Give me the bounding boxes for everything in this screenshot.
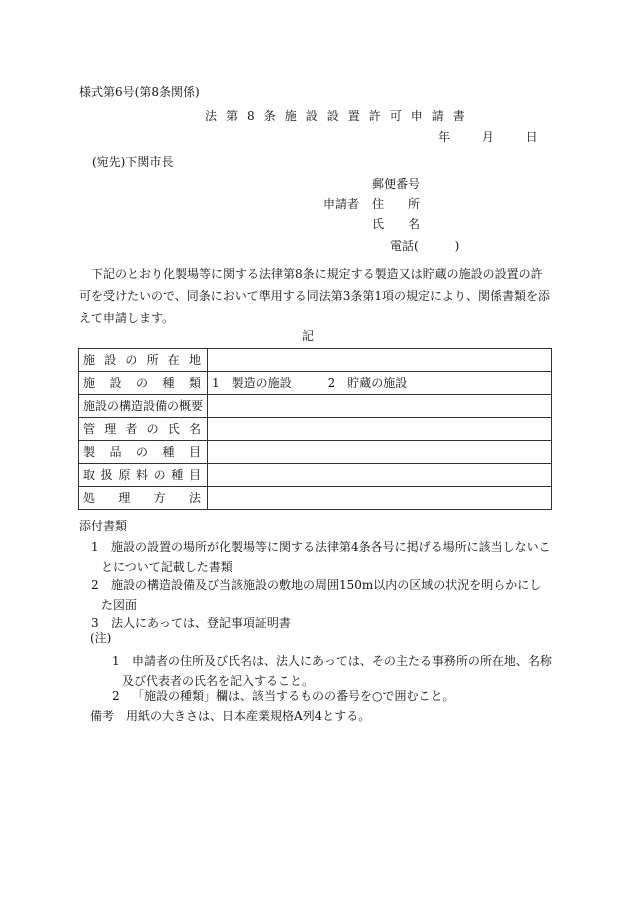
- row-value[interactable]: [208, 395, 552, 418]
- row-label-char: 氏: [167, 422, 180, 436]
- row-label: [79, 464, 208, 487]
- row-label-text: 施設の構造設備の概要: [83, 399, 204, 413]
- note-item-2: [100, 690, 454, 702]
- row-label-char: 法: [188, 491, 201, 505]
- table-row: [79, 372, 552, 395]
- row-label: [79, 395, 208, 418]
- date-month: 月: [481, 130, 494, 144]
- row-label-char: 料: [135, 468, 148, 482]
- row-label-char: 目: [188, 468, 201, 482]
- note-text: 申請者の住所及び氏名は、法人にあっては、その主たる事務所の所在地、名称及び代表者の氏名を記入すること。: [122, 654, 552, 688]
- row-label: [79, 349, 208, 372]
- application-paragraph: [79, 263, 553, 329]
- attachment-text: 法人にあっては、登記事項証明書: [111, 616, 291, 630]
- name-label: 氏 名: [372, 217, 421, 231]
- row-label-char: の: [146, 422, 159, 436]
- row-label-char: 理: [104, 422, 117, 436]
- addressee: (宛先)下関市長: [92, 155, 174, 169]
- row-label: [79, 487, 208, 510]
- note-text: 「施設の種類」欄は、該当するものの番号を○で囲むこと。: [132, 689, 455, 703]
- row-label-char: 在: [167, 353, 180, 367]
- row-label-char: 種: [162, 376, 175, 390]
- note-num: 2: [112, 689, 120, 703]
- row-label-char: 処: [83, 491, 96, 505]
- row-label-char: 方: [153, 491, 166, 505]
- table-row: [79, 349, 552, 372]
- date-line: [438, 131, 538, 143]
- row-value[interactable]: [208, 441, 552, 464]
- row-label-char: 製: [83, 445, 96, 459]
- attachment-item-3: [79, 613, 553, 633]
- row-label-char: 扱: [100, 468, 113, 482]
- row-value[interactable]: [208, 418, 552, 441]
- ki-heading: 記: [302, 329, 315, 343]
- row-label-char: 者: [125, 422, 138, 436]
- row-label-char: 種: [162, 445, 175, 459]
- row-value[interactable]: 1 製造の施設 2 貯蔵の施設: [208, 372, 552, 395]
- row-label-char: 設: [109, 376, 122, 390]
- table-row: [79, 418, 552, 441]
- row-value[interactable]: [208, 349, 552, 372]
- row-label-char: 地: [188, 353, 201, 367]
- row-label-char: の: [153, 468, 166, 482]
- table-row: [79, 441, 552, 464]
- attachment-num: 1: [91, 540, 99, 554]
- table-row: [79, 487, 552, 510]
- note-item-1: [100, 651, 554, 691]
- attachment-item-1: [79, 537, 553, 577]
- row-label-char: 取: [83, 468, 96, 482]
- paragraph-text: 下記のとおり化製場等に関する法律第8条に規定する製造又は貯蔵の施設の設置の許可を受けたいので、同条において準用する同法第3条第1項の規定により、関係書類を添えて申請します。: [79, 267, 551, 325]
- row-label-char: 目: [188, 445, 201, 459]
- row-label-char: 種: [171, 468, 184, 482]
- row-label-char: の: [135, 445, 148, 459]
- row-label-char: 施: [83, 376, 96, 390]
- row-label-char: 管: [83, 422, 96, 436]
- row-label-char: 原: [118, 468, 131, 482]
- phone-label: 電話( ): [390, 239, 460, 253]
- row-label-char: の: [125, 353, 138, 367]
- form-number: 様式第6号(第8条関係): [79, 85, 200, 99]
- notes-label: (注): [90, 631, 112, 645]
- row-label: [79, 441, 208, 464]
- applicant-label: 申請者: [323, 197, 360, 211]
- row-label-char: 類: [188, 376, 201, 390]
- row-label-char: 品: [109, 445, 122, 459]
- row-value[interactable]: [208, 464, 552, 487]
- document-title: 法 第 8 条 施 設 設 置 許 可 申 請 書: [205, 109, 468, 123]
- row-label-char: 施: [83, 353, 96, 367]
- address-label: 住 所: [372, 197, 421, 211]
- attachment-text: 施設の構造設備及び当該施設の敷地の周囲150m以内の区域の状況を明らかにした図面: [101, 578, 542, 612]
- remarks: 備考 用紙の大きさは、日本産業規格A列4とする。: [90, 709, 371, 723]
- row-label-char: の: [135, 376, 148, 390]
- row-label-char: 理: [118, 491, 131, 505]
- table-row: [79, 464, 552, 487]
- row-value[interactable]: [208, 487, 552, 510]
- attachment-item-2: [79, 575, 553, 615]
- application-table: [78, 348, 552, 510]
- attachments-title: 添付書類: [79, 519, 128, 533]
- attachment-num: 2: [91, 578, 99, 592]
- row-label-char: 所: [146, 353, 159, 367]
- postal-code-label: 郵便番号: [372, 177, 421, 191]
- date-day: 日: [525, 130, 538, 144]
- row-label-char: 名: [188, 422, 201, 436]
- table-row: [79, 395, 552, 418]
- row-label: [79, 372, 208, 395]
- row-label-char: 設: [104, 353, 117, 367]
- row-label: [79, 418, 208, 441]
- date-year: 年: [438, 130, 451, 144]
- attachment-text: 施設の設置の場所が化製場等に関する法律第4条各号に掲げる場所に該当しないことについて記載した書類: [101, 540, 551, 574]
- attachment-num: 3: [91, 616, 99, 630]
- note-num: 1: [112, 654, 120, 668]
